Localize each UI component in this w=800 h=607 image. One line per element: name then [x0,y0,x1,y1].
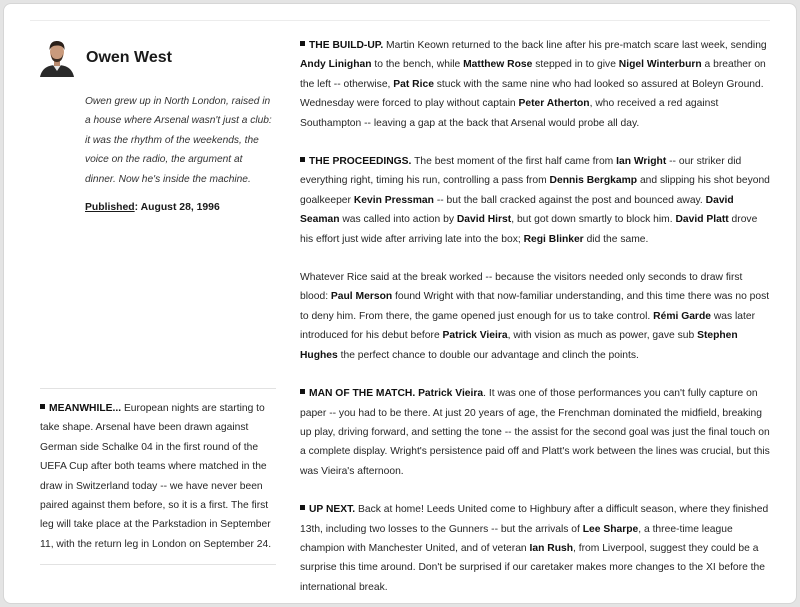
published-line [40,202,276,213]
player-name: Peter Atherton [518,98,590,110]
player-name: Dennis Bergkamp [549,175,638,187]
text: , a three-time league champion with Manchester United, and of veteran [300,523,733,554]
text: Whatever Rice said at the break worked -- because the visitors needed only seconds to draw first blood: [300,272,743,303]
square-bullet-icon [300,389,305,394]
text: , who received a red against Southampton -- leaving a gap at the back that Arsenal would probe all day. [300,98,719,129]
text: stuck with the same nine who had looked so assured at Boleyn Ground. Wednesday were forced to play without captain [300,78,764,110]
motm-heading: MAN OF THE MATCH. [309,388,416,400]
text: Martin Keown returned to the back line after his pre-match scare last week, sending [383,40,767,51]
player-name: Kevin Pressman [353,194,434,206]
meanwhile-heading: MEANWHILE... [49,403,122,414]
author-header [40,38,276,78]
text: -- but the ball cracked against the post and bounced away. [433,194,706,206]
player-name: Ian Wright [616,156,667,168]
author-name: Owen West [86,49,172,66]
author-bio: Owen grew up in North London, raised in a house where Arsenal wasn't just a club: it was the rhythm of the weekends, the voice on the radio, the argument at dinner. Now he's inside the machine. [85,96,272,185]
published-label: Published [85,202,135,214]
player-name: Matthew Rose [463,59,533,71]
section-proceedings [300,152,772,249]
player-name: Paul Merson [330,291,393,303]
text: was called into action by [339,214,457,226]
player-name: Rémi Garde [653,310,711,322]
section-second-half [300,268,772,365]
text: drove his effort just wide after arriving late into the box; [300,214,758,245]
player-name: Nigel Winterburn [618,59,702,71]
top-divider [30,20,770,21]
article-card [3,3,797,604]
text: found Wright with that now-familiar understanding, and this time there was no post to deny him. From there, the game opened just enough for us to take control. [300,291,770,322]
avatar [40,39,74,77]
square-bullet-icon [300,41,305,46]
player-name: David Platt [675,214,729,226]
section-up-next [300,500,772,597]
text: the perfect chance to double our advantage and clinch the points. [337,349,639,361]
text: . It was one of those performances you can't fully capture on paper -- you had to be there. At just 20 years of age, the Frenchman dominated the midfield, breaking up play, driving forward, and setting the tone -- the assist for the second goal was just the final touch on a complete display. Wright's persistence paid off and Platt's work between the lines was crucial, but this was Vieira's afternoon. [300,388,770,477]
author-sidebar [40,38,276,213]
square-bullet-icon [300,157,305,162]
meanwhile-box [40,388,276,565]
player-name: Lee Sharpe [582,523,639,535]
player-name: Stephen Hughes [300,330,738,361]
text: stepped in to give [532,59,619,71]
text: -- our striker did everything right, timing his run, controlling a pass from [300,156,742,187]
player-name: Regi Blinker [523,233,584,245]
article-body [300,36,772,604]
text: a breather on the left -- otherwise, [300,59,766,90]
text: was later introduced for his debut before [300,310,756,342]
next-heading: UP NEXT. [309,504,356,516]
player-name: Patrick Vieira [415,388,484,400]
text: , with vision as much as power, gave sub [507,330,698,342]
player-name: Pat Rice [393,78,434,90]
player-name: Patrick Vieira [442,330,508,342]
text: to the bench, while [371,59,464,71]
square-bullet-icon [300,505,305,510]
player-name: David Seaman [300,194,734,226]
meanwhile-text: European nights are starting to take shape. Arsenal have been drawn against German side Schalke 04 in the first round of the UEFA Cup after both teams where matched in the draw in Switzerland today -- we have never been paired against them before, so it is a first. The first leg will take place at the Parkstadion in September 11, with the return leg in London on September 24. [40,403,272,550]
text: , from Liverpool, suggest they could be a surprise this time around. Don't be surprised if our caretaker makes more changes to the XI before the international break. [300,542,765,593]
proceedings-heading: THE PROCEEDINGS. [309,156,412,168]
published-date: : August 28, 1996 [134,202,220,214]
section-buildup [300,36,772,133]
text: The best moment of the first half came from [411,156,617,168]
player-name: Ian Rush [529,542,574,554]
player-name: David Hirst [456,214,512,226]
text: Back at home! Leeds United come to Highbury after a difficult season, where they finished 13th, including two losses to the Gunners -- but the arrivals of [300,504,769,535]
square-bullet-icon [40,404,45,409]
buildup-heading: THE BUILD-UP. [309,40,384,51]
section-man-of-the-match [300,384,772,481]
text: did the same. [583,233,649,245]
player-name: Andy Linighan [300,59,372,71]
text: and slipping his shot beyond goalkeeper [300,175,770,206]
text: , but got down smartly to block him. [511,214,676,226]
